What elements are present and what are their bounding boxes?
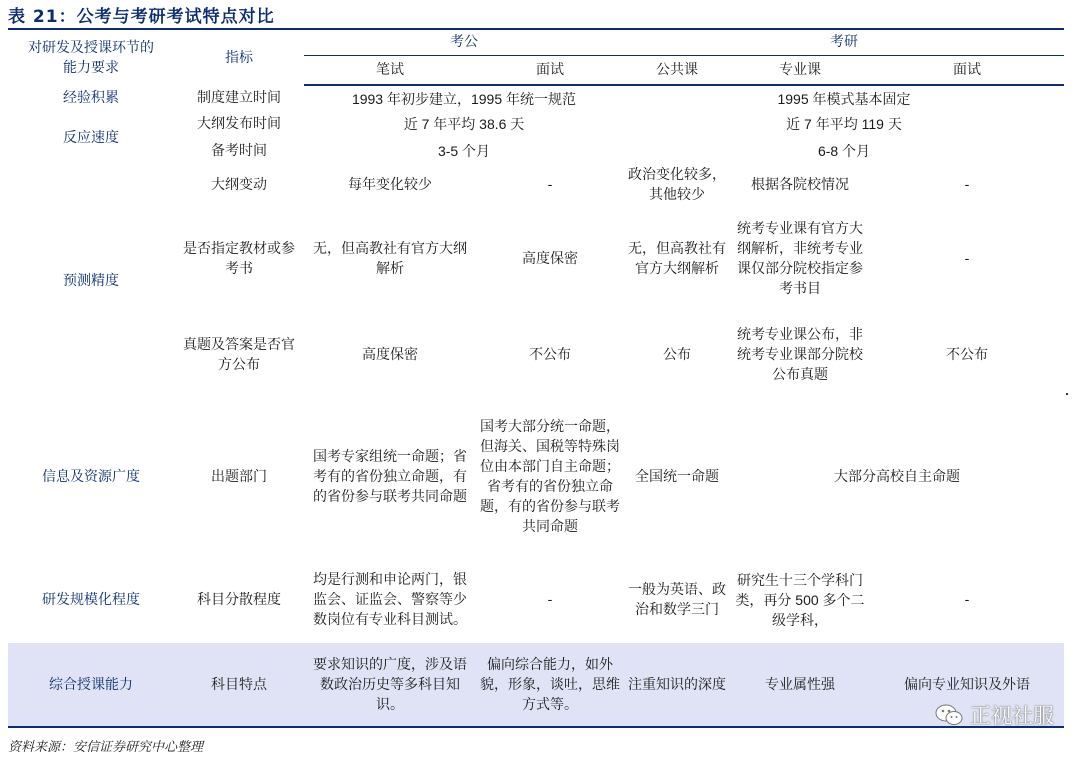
public-cell: 无，但高教社有官方大纲解析 xyxy=(628,241,726,277)
written-cell: 每年变化较少 xyxy=(348,177,432,193)
written-cell: 无，但高教社有官方大纲解析 xyxy=(313,241,467,277)
segment-cell: 信息及资源广度 xyxy=(42,469,140,485)
table-row xyxy=(8,557,1064,643)
major-cell: 研究生十三个学科门类，再分 500 多个二级学科， xyxy=(735,572,865,628)
header-segment: 对研发及授课环节的能力要求 xyxy=(28,39,154,76)
public-cell: 公布 xyxy=(663,347,691,363)
interview-cell: 高度保密 xyxy=(522,251,578,267)
public-cell: 注重知识的深度 xyxy=(624,643,730,727)
interview-cell: 国考大部分统一命题，但海关、国税等特殊岗位由本部门自主命题；省考有的省份独立命题，有的省份参与联考共同命题 xyxy=(480,419,620,535)
indicator-cell: 科目分散程度 xyxy=(197,592,281,608)
indicator-cell: 是否指定教材或参考书 xyxy=(183,241,295,277)
source-footnote: 资料来源：安信证券研究中心整理 xyxy=(8,740,204,755)
header-interview: 面试 xyxy=(476,55,624,85)
segment-cell: 反应速度 xyxy=(63,130,119,146)
interview-cell: - xyxy=(547,592,553,608)
indicator-cell: 备考时间 xyxy=(211,143,267,159)
grad-rest-cell: 大部分高校自主命题 xyxy=(834,469,960,485)
interview-cell: - xyxy=(547,177,553,193)
grad-interview-cell: - xyxy=(964,592,970,608)
major-cell: 根据各院校情况 xyxy=(751,177,849,193)
header-public-course: 公共课 xyxy=(624,55,730,85)
segment-cell: 研发规模化程度 xyxy=(42,592,140,608)
segment-cell: 综合授课能力 xyxy=(8,643,174,727)
indicator-cell: 大纲变动 xyxy=(211,177,267,193)
major-cell: 统考专业课有官方大纲解析，非统考专业课仅部分院校指定参考书目 xyxy=(737,221,863,297)
interview-cell: 偏向综合能力，如外貌，形象，谈吐，思维方式等。 xyxy=(476,643,624,727)
wechat-icon xyxy=(934,704,964,726)
header-major-course: 专业课 xyxy=(730,55,870,85)
grad-interview-cell: - xyxy=(964,251,970,267)
written-cell: 高度保密 xyxy=(362,347,418,363)
grad-cell: 近 7 年平均 119 天 xyxy=(786,116,902,132)
public-cell: 一般为英语、政治和数学三门 xyxy=(628,582,726,618)
civil-cell: 3-5 个月 xyxy=(437,143,491,159)
table-row xyxy=(8,397,1064,557)
table-row xyxy=(8,85,1064,111)
header-written: 笔试 xyxy=(304,55,476,85)
interview-cell: 不公布 xyxy=(529,347,571,363)
table-row xyxy=(8,111,1064,137)
watermark xyxy=(934,700,1054,730)
public-cell: 政治变化较多，其他较少 xyxy=(628,167,726,203)
table-row xyxy=(8,165,1064,205)
major-cell: 统考专业课公布，非统考专业课部分院校公布真题 xyxy=(737,327,863,383)
header-grad-interview: 面试 xyxy=(870,55,1064,85)
civil-cell: 1993 年初步建立，1995 年统一规范 xyxy=(351,90,577,107)
segment-cell: 经验积累 xyxy=(63,90,119,106)
comparison-table xyxy=(8,28,1064,728)
grad-cell: 1995 年模式基本固定 xyxy=(777,90,911,107)
indicator-cell: 大纲发布时间 xyxy=(197,116,281,132)
written-cell: 均是行测和申论两门，银监会、证监会、警察等少数岗位有专业科目测试。 xyxy=(313,572,467,628)
indicator-cell: 制度建立时间 xyxy=(197,90,281,106)
public-cell: 全国统一命题 xyxy=(635,469,719,485)
written-cell: 国考专家组统一命题；省考有的省份独立命题，有的省份参与联考共同命题 xyxy=(313,449,467,505)
watermark-text: 正视社服 xyxy=(970,704,1054,728)
indicator-cell: 真题及答案是否官方公布 xyxy=(183,337,295,373)
indicator-cell: 出题部门 xyxy=(211,469,267,485)
header-civil-exam: 考公 xyxy=(304,29,624,55)
grad-interview-cell: 偏向专业知识及外语 xyxy=(870,643,1064,727)
grad-interview-cell: - xyxy=(964,177,970,193)
table-title: 表 21：公考与考研考试特点对比 xyxy=(8,7,275,27)
grad-interview-cell: 不公布 xyxy=(946,347,988,363)
stray-mark xyxy=(1066,393,1068,395)
grad-cell: 6-8 个月 xyxy=(817,143,871,159)
header-grad-exam: 考研 xyxy=(624,29,1064,55)
major-cell: 专业属性强 xyxy=(730,643,870,727)
written-cell: 要求知识的广度，涉及语数政治历史等多科目知识。 xyxy=(304,643,476,727)
civil-cell: 近 7 年平均 38.6 天 xyxy=(403,116,525,132)
header-indicator: 指标 xyxy=(225,49,253,66)
segment-cell: 预测精度 xyxy=(63,273,119,289)
indicator-cell: 科目特点 xyxy=(174,643,304,727)
table-row xyxy=(8,643,1064,727)
